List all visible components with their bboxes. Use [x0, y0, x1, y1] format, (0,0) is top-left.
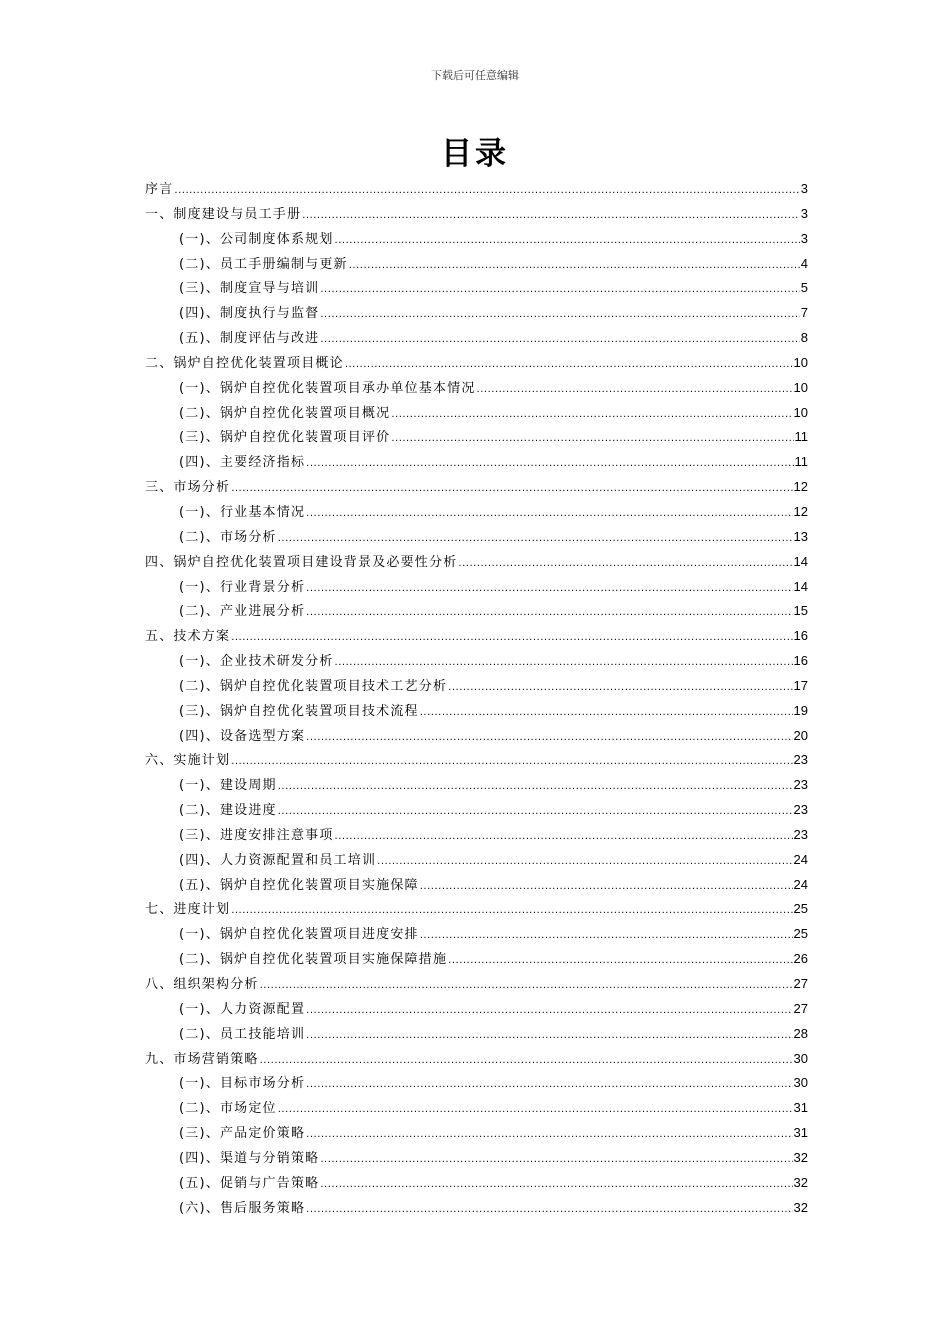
toc-dot-leader	[306, 1123, 792, 1148]
toc-entry-label: (一)、公司制度体系规划	[179, 231, 334, 247]
toc-entry-page-number: 30	[793, 1075, 808, 1091]
toc-entry-label: (四)、人力资源配置和员工培训	[179, 852, 377, 868]
toc-dot-leader	[306, 577, 792, 602]
toc-entry-page-number: 4	[800, 255, 808, 271]
toc-entry-page-number: 25	[793, 901, 808, 917]
toc-dot-leader	[260, 974, 793, 999]
toc-entry-label: (四)、制度执行与监督	[179, 306, 320, 322]
toc-entry[interactable]	[145, 699, 808, 724]
toc-entry[interactable]	[145, 947, 808, 972]
toc-dot-leader	[306, 1073, 792, 1098]
toc-entry[interactable]	[145, 1171, 808, 1196]
toc-dot-leader	[231, 626, 792, 651]
toc-entry[interactable]	[145, 1196, 808, 1221]
toc-entry-label: 九、市场营销策略	[145, 1051, 259, 1067]
toc-entry-page-number: 27	[793, 976, 808, 991]
toc-entry-label: (一)、行业基本情况	[179, 504, 306, 520]
toc-entry[interactable]	[145, 450, 808, 475]
toc-entry-page-number: 28	[793, 1025, 808, 1041]
toc-dot-leader	[320, 1173, 792, 1198]
toc-entry-label: (三)、进度安排注意事项	[179, 827, 334, 843]
toc-entry-label: 六、实施计划	[145, 753, 231, 769]
toc-entry-page-number: 32	[793, 1199, 808, 1215]
toc-entry[interactable]	[145, 376, 808, 401]
toc-dot-leader	[345, 353, 793, 378]
toc-entry[interactable]	[145, 177, 808, 202]
toc-dot-leader	[349, 254, 800, 279]
toc-entry[interactable]	[145, 972, 808, 997]
toc-dot-leader	[458, 552, 792, 577]
toc-dot-leader	[448, 949, 792, 974]
toc-entry-page-number: 10	[793, 354, 808, 370]
toc-dot-leader	[306, 601, 792, 626]
toc-entry-page-number: 24	[793, 876, 808, 892]
toc-dot-leader	[448, 676, 792, 701]
toc-entry[interactable]	[145, 525, 808, 550]
toc-dot-leader	[302, 204, 800, 229]
toc-dot-leader	[278, 800, 793, 825]
toc-entry-page-number: 25	[793, 926, 808, 942]
toc-dot-leader	[335, 825, 793, 850]
toc-entry-label: (一)、锅炉自控优化装置项目进度安排	[179, 927, 419, 943]
toc-entry-label: 二、锅炉自控优化装置项目概论	[145, 355, 344, 371]
toc-entry[interactable]	[145, 1096, 808, 1121]
toc-dot-leader	[420, 701, 793, 726]
toc-entry-label: (一)、人力资源配置	[179, 1001, 306, 1017]
toc-entry-page-number: 16	[793, 653, 808, 669]
toc-entry[interactable]	[145, 1121, 808, 1146]
toc-entry-page-number: 12	[793, 479, 808, 495]
toc-dot-leader	[420, 875, 793, 900]
toc-entry[interactable]	[145, 351, 808, 376]
toc-entry[interactable]	[145, 922, 808, 947]
toc-entry-page-number: 14	[793, 553, 808, 569]
toc-dot-leader	[377, 850, 792, 875]
toc-dot-leader	[231, 750, 792, 775]
toc-entry-page-number: 10	[793, 379, 808, 395]
toc-entry[interactable]	[145, 276, 808, 301]
toc-entry[interactable]	[145, 301, 808, 326]
toc-entry-page-number: 10	[793, 404, 808, 420]
toc-dot-leader	[306, 1024, 792, 1049]
toc-entry[interactable]	[145, 1047, 808, 1072]
toc-entry-label: (五)、锅炉自控优化装置项目实施保障	[179, 877, 419, 893]
toc-entry-label: (三)、产品定价策略	[179, 1126, 306, 1142]
toc-entry-label: (二)、市场定位	[179, 1101, 277, 1117]
toc-entry[interactable]	[145, 1022, 808, 1047]
toc-entry[interactable]	[145, 475, 808, 500]
toc-entry-page-number: 23	[793, 777, 808, 793]
toc-entry-label: (三)、锅炉自控优化装置项目技术流程	[179, 703, 419, 719]
table-of-contents	[145, 177, 808, 1220]
toc-entry[interactable]	[145, 897, 808, 922]
toc-entry-page-number: 15	[793, 603, 808, 619]
toc-entry-label: 七、进度计划	[145, 902, 231, 918]
page-title: 目录	[441, 136, 509, 172]
toc-entry-page-number: 11	[794, 429, 808, 445]
toc-dot-leader	[306, 726, 792, 751]
toc-dot-leader	[278, 527, 793, 552]
toc-entry[interactable]	[145, 425, 808, 450]
toc-entry-page-number: 14	[793, 578, 808, 594]
toc-entry-page-number: 30	[793, 1050, 808, 1066]
toc-dot-leader	[278, 775, 793, 800]
toc-dot-leader	[306, 502, 792, 527]
toc-entry-page-number: 17	[793, 677, 808, 693]
toc-entry-page-number: 5	[800, 280, 808, 296]
toc-entry[interactable]	[145, 326, 808, 351]
toc-entry[interactable]	[145, 773, 808, 798]
toc-dot-leader	[306, 1198, 792, 1223]
toc-dot-leader	[320, 278, 799, 303]
toc-dot-leader	[335, 651, 793, 676]
toc-entry-label: (四)、主要经济指标	[179, 455, 306, 471]
toc-entry[interactable]	[145, 550, 808, 575]
toc-entry-page-number: 20	[793, 727, 808, 743]
toc-entry-page-number: 8	[800, 330, 808, 346]
toc-dot-leader	[306, 452, 793, 477]
page-header: 下载后可任意编辑	[431, 69, 519, 82]
toc-entry-label: (二)、员工技能培训	[179, 1026, 306, 1042]
toc-dot-leader	[231, 899, 792, 924]
toc-entry-label: (四)、设备选型方案	[179, 728, 306, 744]
toc-entry[interactable]	[145, 724, 808, 749]
toc-entry-page-number: 3	[800, 230, 808, 246]
toc-entry-page-number: 3	[800, 205, 808, 221]
toc-entry-label: (一)、锅炉自控优化装置项目承办单位基本情况	[179, 380, 476, 396]
toc-entry-label: (五)、制度评估与改进	[179, 331, 320, 347]
toc-entry-label: (四)、渠道与分销策略	[179, 1150, 320, 1166]
toc-entry-label: (三)、锅炉自控优化装置项目评价	[179, 430, 391, 446]
toc-entry-page-number: 7	[800, 305, 808, 321]
toc-dot-leader	[320, 1148, 792, 1173]
toc-entry[interactable]	[145, 1146, 808, 1171]
toc-entry-page-number: 13	[793, 528, 808, 544]
toc-entry-label: (二)、锅炉自控优化装置项目技术工艺分析	[179, 678, 448, 694]
toc-entry-page-number: 31	[793, 1125, 808, 1141]
toc-entry[interactable]	[145, 599, 808, 624]
toc-entry-page-number: 16	[793, 628, 808, 644]
toc-entry-page-number: 31	[793, 1100, 808, 1116]
toc-entry-label: 五、技术方案	[145, 629, 231, 645]
toc-entry[interactable]	[145, 798, 808, 823]
toc-entry[interactable]	[145, 823, 808, 848]
toc-dot-leader	[391, 403, 792, 428]
toc-dot-leader	[391, 427, 793, 452]
toc-entry-label: 四、锅炉自控优化装置项目建设背景及必要性分析	[145, 554, 458, 570]
toc-entry[interactable]	[145, 624, 808, 649]
toc-entry[interactable]	[145, 401, 808, 426]
toc-dot-leader	[320, 328, 799, 353]
toc-entry-page-number: 24	[793, 851, 808, 867]
toc-dot-leader	[278, 1098, 793, 1123]
toc-entry-label: (二)、员工手册编制与更新	[179, 256, 348, 272]
toc-dot-leader	[260, 1049, 793, 1074]
toc-entry[interactable]	[145, 674, 808, 699]
toc-entry-label: (六)、售后服务策略	[179, 1200, 306, 1216]
toc-entry[interactable]	[145, 848, 808, 873]
toc-entry-label: (二)、产业进展分析	[179, 604, 306, 620]
toc-entry-label: (三)、制度宣导与培训	[179, 281, 320, 297]
toc-entry[interactable]	[145, 575, 808, 600]
toc-dot-leader	[174, 179, 799, 204]
toc-dot-leader	[320, 303, 799, 328]
toc-entry-page-number: 3	[800, 181, 808, 196]
toc-entry-page-number: 11	[794, 454, 808, 470]
toc-entry-page-number: 23	[793, 752, 808, 768]
toc-entry[interactable]	[145, 748, 808, 773]
toc-dot-leader	[335, 229, 800, 254]
toc-entry-label: 八、组织架构分析	[145, 977, 259, 992]
toc-entry-page-number: 23	[793, 826, 808, 842]
toc-entry-label: (二)、锅炉自控优化装置项目实施保障措施	[179, 952, 448, 968]
toc-entry-page-number: 12	[793, 503, 808, 519]
toc-entry-label: (一)、建设周期	[179, 778, 277, 794]
toc-dot-leader	[231, 477, 792, 502]
toc-dot-leader	[420, 924, 793, 949]
toc-entry-label: 序言	[145, 182, 174, 197]
toc-entry-label: (一)、企业技术研发分析	[179, 654, 334, 670]
toc-entry-label: 三、市场分析	[145, 480, 231, 496]
toc-entry[interactable]	[145, 227, 808, 252]
toc-entry-label: (五)、促销与广告策略	[179, 1175, 320, 1191]
toc-entry-page-number: 32	[793, 1174, 808, 1190]
toc-entry-label: (二)、锅炉自控优化装置项目概况	[179, 405, 391, 421]
toc-entry[interactable]	[145, 649, 808, 674]
toc-entry-label: (二)、市场分析	[179, 529, 277, 545]
toc-entry[interactable]	[145, 252, 808, 277]
toc-entry-page-number: 32	[793, 1149, 808, 1165]
toc-entry-label: (一)、目标市场分析	[179, 1076, 306, 1092]
toc-entry-label: (一)、行业背景分析	[179, 579, 306, 595]
toc-entry-page-number: 23	[793, 802, 808, 818]
toc-entry-label: (二)、建设进度	[179, 803, 277, 819]
toc-entry-label: 一、制度建设与员工手册	[145, 206, 302, 222]
toc-entry[interactable]	[145, 1071, 808, 1096]
toc-entry[interactable]	[145, 997, 808, 1022]
toc-entry[interactable]	[145, 202, 808, 227]
toc-entry-page-number: 26	[793, 951, 808, 967]
toc-dot-leader	[306, 999, 792, 1024]
toc-dot-leader	[477, 378, 793, 403]
toc-entry[interactable]	[145, 500, 808, 525]
toc-entry-page-number: 19	[793, 702, 808, 718]
toc-entry-page-number: 27	[793, 1000, 808, 1016]
toc-entry[interactable]	[145, 873, 808, 898]
